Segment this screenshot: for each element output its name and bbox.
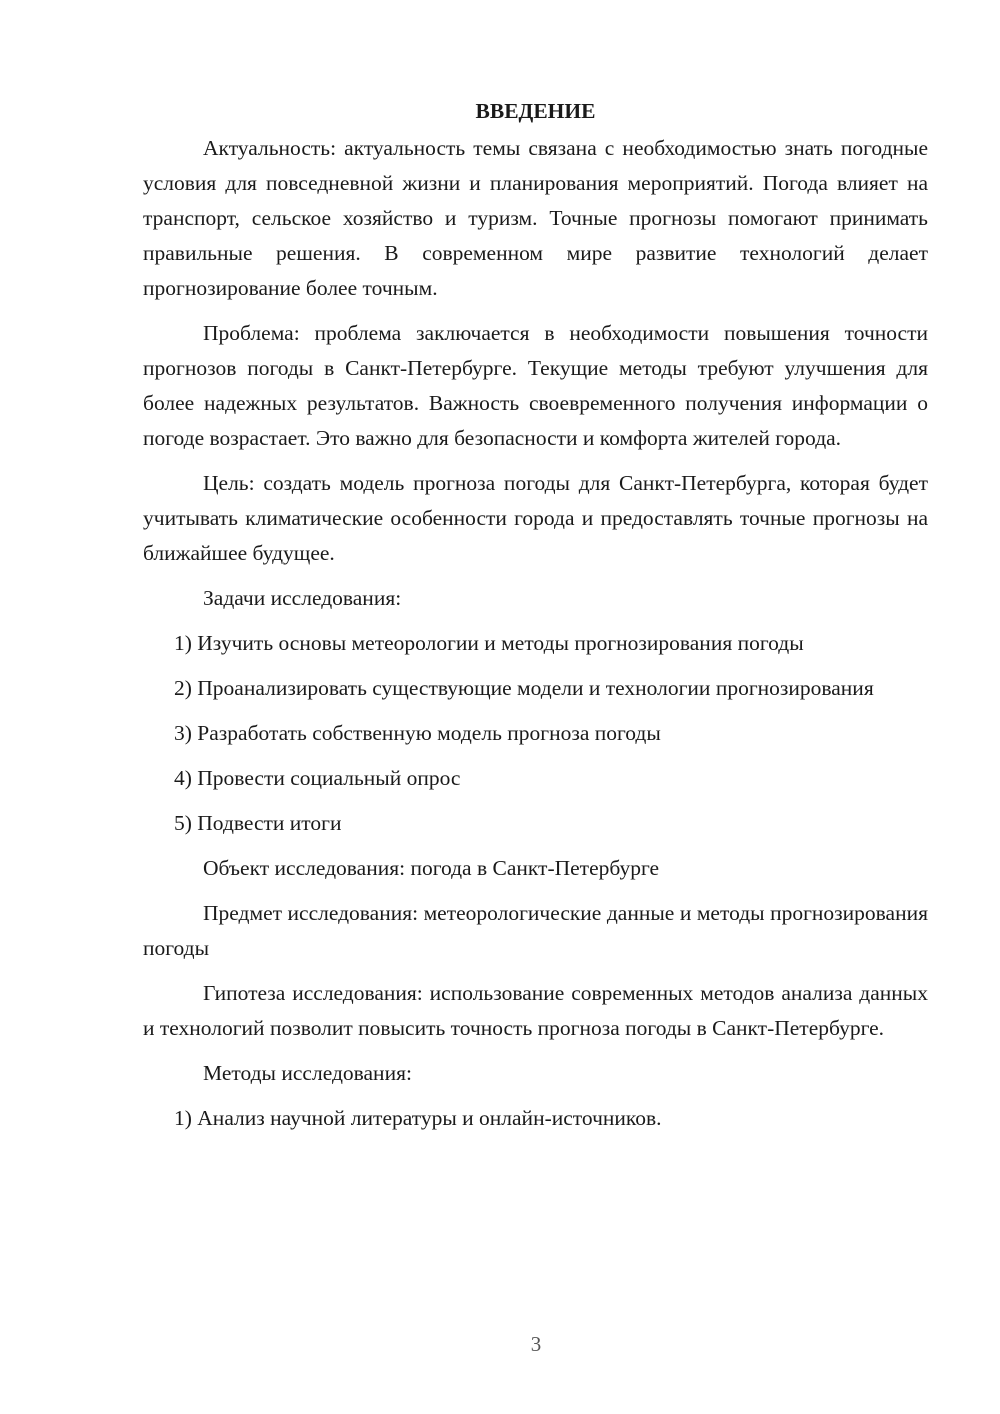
task-item: 4) Провести социальный опрос [174,766,461,790]
methods-heading: Методы исследования: [203,1061,412,1085]
page-number: 3 [530,1332,542,1356]
task-item: 3) Разработать собственную модель прогноза погоды [174,721,661,745]
research-hypothesis: Гипотеза исследования: использование современных методов анализа данных и технологий позволит повысить точность прогноза погоды в Санкт-Петербурге. [143,981,928,1040]
document-body [143,92,928,1146]
paragraph-problem: Проблема: проблема заключается в необходимости повышения точности прогнозов погоды в Санкт-Петербурге. Текущие методы требуют улучшения для более надежных результатов. Важность своевременного получения информации о погоде возрастает. Это важно для безопасности и комфорта жителей города. [143,321,928,450]
task-item: 5) Подвести итоги [174,811,342,835]
research-subject: Предмет исследования: метеорологические данные и методы прогнозирования погоды [143,901,928,960]
task-item: 2) Проанализировать существующие модели и технологии прогнозирования [174,676,874,700]
section-title: ВВЕДЕНИЕ [475,99,596,123]
tasks-heading: Задачи исследования: [203,586,402,610]
research-object: Объект исследования: погода в Санкт-Петербурге [203,856,660,880]
paragraph-relevance: Актуальность: актуальность темы связана с необходимостью знать погодные условия для повседневной жизни и планирования мероприятий. Погода влияет на транспорт, сельское хозяйство и туризм. Точные прогнозы помогают принимать правильные решения. В современном мире развитие технологий делает прогнозирование более точным. [143,136,928,300]
method-item: 1) Анализ научной литературы и онлайн-источников. [174,1106,662,1130]
task-item: 1) Изучить основы метеорологии и методы прогнозирования погоды [174,631,804,655]
paragraph-goal: Цель: создать модель прогноза погоды для Санкт-Петербурга, которая будет учитывать климатические особенности города и предоставлять точные прогнозы на ближайшее будущее. [143,471,928,565]
